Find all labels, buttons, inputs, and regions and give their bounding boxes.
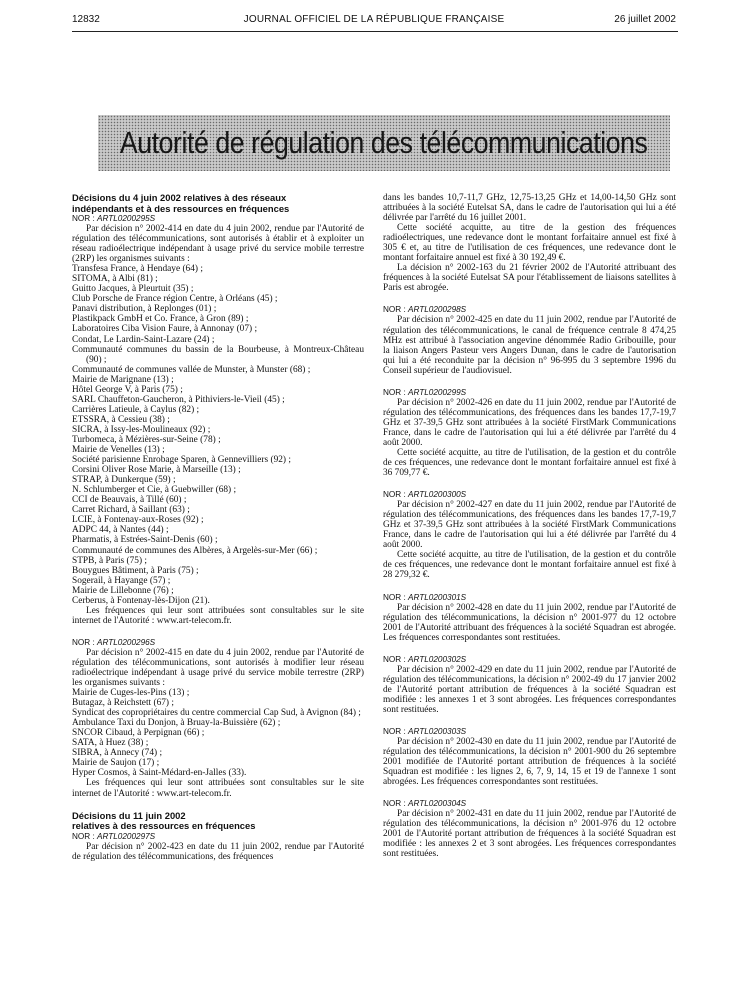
nor-reference	[72, 832, 364, 842]
list-item: Cerberus, à Fontenay-lès-Dijon (21).	[72, 595, 210, 606]
organisation-list	[72, 688, 364, 778]
paragraph: Par décision n° 2002-415 en date du 4 juin 2002, rendue par l'Autorité de régulation des télécommunications, sont autorisés à modifier leur réseau radioélectrique indépendant à usage privé du service mobile terrestre (2RP) les organismes suivants :	[72, 647, 364, 689]
list-item: ETSSRA, à Cessieu (38) ;	[72, 414, 170, 425]
list-item: Carrières Latieule, à Caylus (82) ;	[72, 404, 200, 415]
list-item: Club Porsche de France région Centre, à Orléans (45) ;	[72, 294, 278, 305]
paragraph: Par décision n° 2002-426 en date du 11 juin 2002, rendue par l'Autorité de régulation des télécommunications, des fréquences dans les bandes 17,7-19,7 GHz et 37-39,5 GHz sont attribuées à la société FirstMark Communications France, dans le cadre de l'autorisation qui lui a été délivrée par l'arrêté du 4 août 2000.	[383, 397, 676, 448]
list-item: LCIE, à Fontenay-aux-Roses (92) ;	[72, 515, 204, 526]
paragraph: Cette société acquitte, au titre de la gestion des fréquences radioélectriques, une redevance dont le montant forfaitaire annuel est fixé à 305 € et, au titre de l'utilisation de ces fréquences, une redevance dont le montant forfaitaire annuel est fixé à 30 192,49 €.	[383, 223, 676, 264]
nor-label: NOR :	[72, 637, 95, 647]
list-item: Pharmatis, à Estrées-Saint-Denis (60) ;	[72, 535, 218, 546]
list-item: Mairie de Saujon (17) ;	[72, 758, 160, 769]
list-item: Condat, Le Lardin-Saint-Lazare (24) ;	[72, 334, 215, 345]
list-item: SARL Chauffeton-Gaucheron, à Pithiviers-le-Vieil (45) ;	[72, 394, 285, 405]
nor-label: NOR :	[383, 490, 406, 500]
list-item: Mairie de Marignane (13) ;	[72, 374, 174, 385]
organisation-list	[72, 264, 364, 606]
nor-reference	[383, 727, 676, 737]
nor-reference	[383, 799, 676, 809]
paragraph: Par décision n° 2002-425 en date du 11 juin 2002, rendue par l'Autorité de régulation des télécommunications, le canal de fréquence centrale 8 474,25 MHz est attribué à l'association angevine dénommée Radio Gribouille, pour la liaison Angers Pasteur vers Angers Dunan, dans le cadre de l'autorisation qui lui a été reconduite par la décision n° 96-995 du 3 septembre 1996 du Conseil supérieur de l'audiovisuel.	[383, 315, 676, 376]
list-item: ADPC 44, à Nantes (44) ;	[72, 525, 169, 536]
list-item: Communauté de communes vallée de Munster, à Munster (68) ;	[72, 364, 311, 375]
section-banner	[98, 115, 670, 171]
list-item: SICRA, à Issy-les-Moulineaux (92) ;	[72, 424, 211, 435]
journal-title: JOURNAL OFFICIEL DE LA RÉPUBLIQUE FRANÇAISE	[243, 14, 505, 25]
nor-code: ARTL0200303S	[408, 726, 467, 736]
nor-label: NOR :	[383, 654, 406, 664]
list-item: STRAP, à Dunkerque (59) ;	[72, 475, 176, 486]
section-title: indépendants et à des ressources en fréquences	[72, 202, 290, 214]
paragraph: Les fréquences qui leur sont attribuées sont consultables sur le site internet de l'Autorité : www.art-telecom.fr.	[72, 605, 364, 626]
nor-label: NOR :	[383, 305, 406, 315]
list-item: Transfesa France, à Hendaye (64) ;	[72, 264, 203, 275]
list-item: Butagaz, à Reichstett (67) ;	[72, 698, 174, 709]
list-item: STPB, à Paris (75) ;	[72, 555, 148, 566]
nor-code: ARTL0200295S	[97, 214, 156, 223]
section-title: relatives à des ressources en fréquences	[72, 820, 256, 832]
nor-reference	[72, 638, 364, 648]
left-column	[72, 193, 364, 862]
paragraph: Par décision n° 2002-431 en date du 11 juin 2002, rendue par l'Autorité de régulation des télécommunications, la décision n° 2001-976 du 12 octobre 2001 de l'Autorité portant attribution de fréquences à la société Squadran est modifiée : les annexes 2 et 3 sont abrogées. Les fréquences correspondantes sont restituées.	[383, 809, 676, 860]
section-title: Décisions du 4 juin 2002 relatives à des réseaux	[72, 192, 287, 203]
paragraph: Les fréquences qui leur sont attribuées sont consultables sur le site internet de l'Autorité : www.art-telecom.fr.	[72, 778, 364, 799]
nor-code: ARTL0200300S	[408, 490, 467, 500]
nor-code: ARTL0200296S	[97, 637, 156, 647]
nor-code: ARTL0200297S	[97, 831, 156, 841]
list-item: Ambulance Taxi du Donjon, à Bruay-la-Buissière (62) ;	[72, 718, 281, 729]
paragraph: dans les bandes 10,7-11,7 GHz, 12,75-13,25 GHz et 14,00-14,50 GHz sont attribuées à la société Eutelsat SA, dans le cadre de l'autorisation qui lui a été délivrée par l'arrêté du 16 juillet 2001.	[383, 193, 676, 224]
list-item: Bouygues Bâtiment, à Paris (75) ;	[72, 565, 199, 576]
paragraph: Par décision n° 2002-414 en date du 4 juin 2002, rendue par l'Autorité de régulation des télécommunications, sont autorisés à établir et à exploiter un réseau radioélectrique indépendant à usage privé du service mobile terrestre (2RP) les organismes suivants :	[72, 224, 364, 265]
list-item: CCI de Beauvais, à Tillé (60) ;	[72, 495, 187, 506]
nor-label: NOR :	[383, 387, 406, 397]
paragraph: Cette société acquitte, au titre de l'utilisation, de la gestion et du contrôle de ces fréquences, une redevance dont le montant forfaitaire annuel est fixé à 28 279,32 €.	[383, 550, 676, 581]
list-item: Communauté de communes des Albères, à Argelès-sur-Mer (66) ;	[72, 545, 318, 556]
list-item: Turbomeca, à Mézières-sur-Seine (78) ;	[72, 434, 221, 445]
nor-reference	[383, 388, 676, 398]
list-item: Hyper Cosmos, à Saint-Médard-en-Jalles (33).	[72, 768, 247, 779]
list-item: N. Schlumberger et Cie, à Guebwiller (68) ;	[72, 485, 237, 496]
list-item: Hôtel George V, à Paris (75) ;	[72, 384, 183, 395]
banner-title: Autorité de régulation des télécommunications	[120, 125, 648, 160]
paragraph: Par décision n° 2002-429 en date du 11 juin 2002, rendue par l'Autorité de régulation des télécommunications, la décision n° 2002-49 du 17 janvier 2002 de l'Autorité portant attribution de fréquences à la société Squadran est modifiée : les annexes 1 et 3 sont abrogées. Les fréquences correspondantes sont restituées.	[383, 664, 676, 715]
list-item: Société parisienne Enrobage Sparen, à Gennevilliers (92) ;	[72, 455, 291, 466]
page-header	[72, 14, 676, 30]
section-title: Décisions du 11 juin 2002	[72, 809, 186, 821]
nor-label: NOR :	[383, 726, 406, 736]
paragraph: Cette société acquitte, au titre de l'utilisation, de la gestion et du contrôle de ces fréquences, une redevance dont le montant forfaitaire annuel est fixé à 36 709,77 €.	[383, 447, 676, 479]
list-item: Carret Richard, à Saillant (63) ;	[72, 505, 190, 516]
nor-code: ARTL0200298S	[408, 305, 467, 315]
list-item: Panavi distribution, à Replonges (01) ;	[72, 304, 217, 315]
list-item: Communauté communes du bassin de la Bourbeuse, à Montreux-Château (90) ;	[72, 344, 364, 365]
list-item: Sogerail, à Hayange (57) ;	[72, 575, 171, 586]
nor-code: ARTL0200301S	[408, 592, 467, 602]
publication-date: 26 juillet 2002	[614, 14, 676, 25]
nor-code: ARTL0200299S	[408, 387, 467, 397]
list-item: Mairie de Cuges-les-Pins (13) ;	[72, 688, 190, 699]
nor-reference	[383, 655, 676, 665]
paragraph: Par décision n° 2002-427 en date du 11 juin 2002, rendue par l'Autorité de régulation des télécommunications, des fréquences dans les bandes 17,7-19,7 GHz et 37-39,5 GHz sont attribuées à la société FirstMark Communications France, dans le cadre de l'autorisation qui lui a été délivrée par l'arrêté du 4 août 2000.	[383, 500, 676, 551]
nor-reference	[383, 490, 676, 500]
list-item: Mairie de Lillebonne (76) ;	[72, 585, 174, 596]
nor-reference	[72, 214, 364, 224]
nor-reference	[383, 305, 676, 315]
list-item: Plastikpack GmbH et Co. France, à Gron (89) ;	[72, 314, 249, 325]
page-number: 12832	[72, 14, 100, 25]
paragraph: Par décision n° 2002-423 en date du 11 juin 2002, rendue par l'Autorité de régulation des télécommunications, des fréquences	[72, 841, 364, 862]
list-item: Mairie de Venelles (13) ;	[72, 445, 165, 456]
right-column	[383, 193, 676, 859]
nor-label: NOR :	[72, 831, 95, 841]
paragraph: Par décision n° 2002-430 en date du 11 juin 2002, rendue par l'Autorité de régulation des télécommunications, la décision n° 2001-900 du 26 septembre 2001 modifiée de l'Autorité portant attribution de fréquences à la société Squadran est modifiée : les lignes 2, 6, 7, 9, 14, 15 et 19 de l'annexe 1 sont abrogées. Les fréquences correspondantes sont restituées.	[383, 736, 676, 788]
list-item: Syndicat des copropriétaires du centre commercial Cap Sud, à Avignon (84) ;	[72, 708, 361, 719]
list-item: Corsini Oliver Rose Marie, à Marseille (13) ;	[72, 465, 241, 476]
list-item: SITOMA, à Albi (81) ;	[72, 274, 158, 285]
header-rule	[72, 31, 678, 32]
paragraph: Par décision n° 2002-428 en date du 11 juin 2002, rendue par l'Autorité de régulation des télécommunications, la décision n° 2001-977 du 12 octobre 2001 de l'Autorité attribuant des fréquences à la société Squadran est abrogée. Les fréquences correspondantes sont restituées.	[383, 602, 676, 643]
nor-code: ARTL0200304S	[408, 799, 467, 809]
paragraph: La décision n° 2002-163 du 21 février 2002 de l'Autorité attribuant des fréquences à la société Eutelsat SA pour l'établissement de liaisons satellites à Paris est abrogée.	[383, 263, 676, 294]
nor-code: ARTL0200302S	[408, 654, 467, 664]
nor-label: NOR :	[72, 214, 95, 223]
nor-label: NOR :	[383, 799, 406, 809]
list-item: Guitto Jacques, à Pleurtuit (35) ;	[72, 284, 194, 295]
list-item: Laboratoires Ciba Vision Faure, à Annonay (07) ;	[72, 324, 258, 335]
list-item: SIBRA, à Annecy (74) ;	[72, 748, 163, 759]
nor-label: NOR :	[383, 592, 406, 602]
list-item: SATA, à Huez (38) ;	[72, 738, 149, 749]
list-item: SNCOR Cibaud, à Perpignan (66) ;	[72, 728, 205, 739]
nor-reference	[383, 593, 676, 603]
